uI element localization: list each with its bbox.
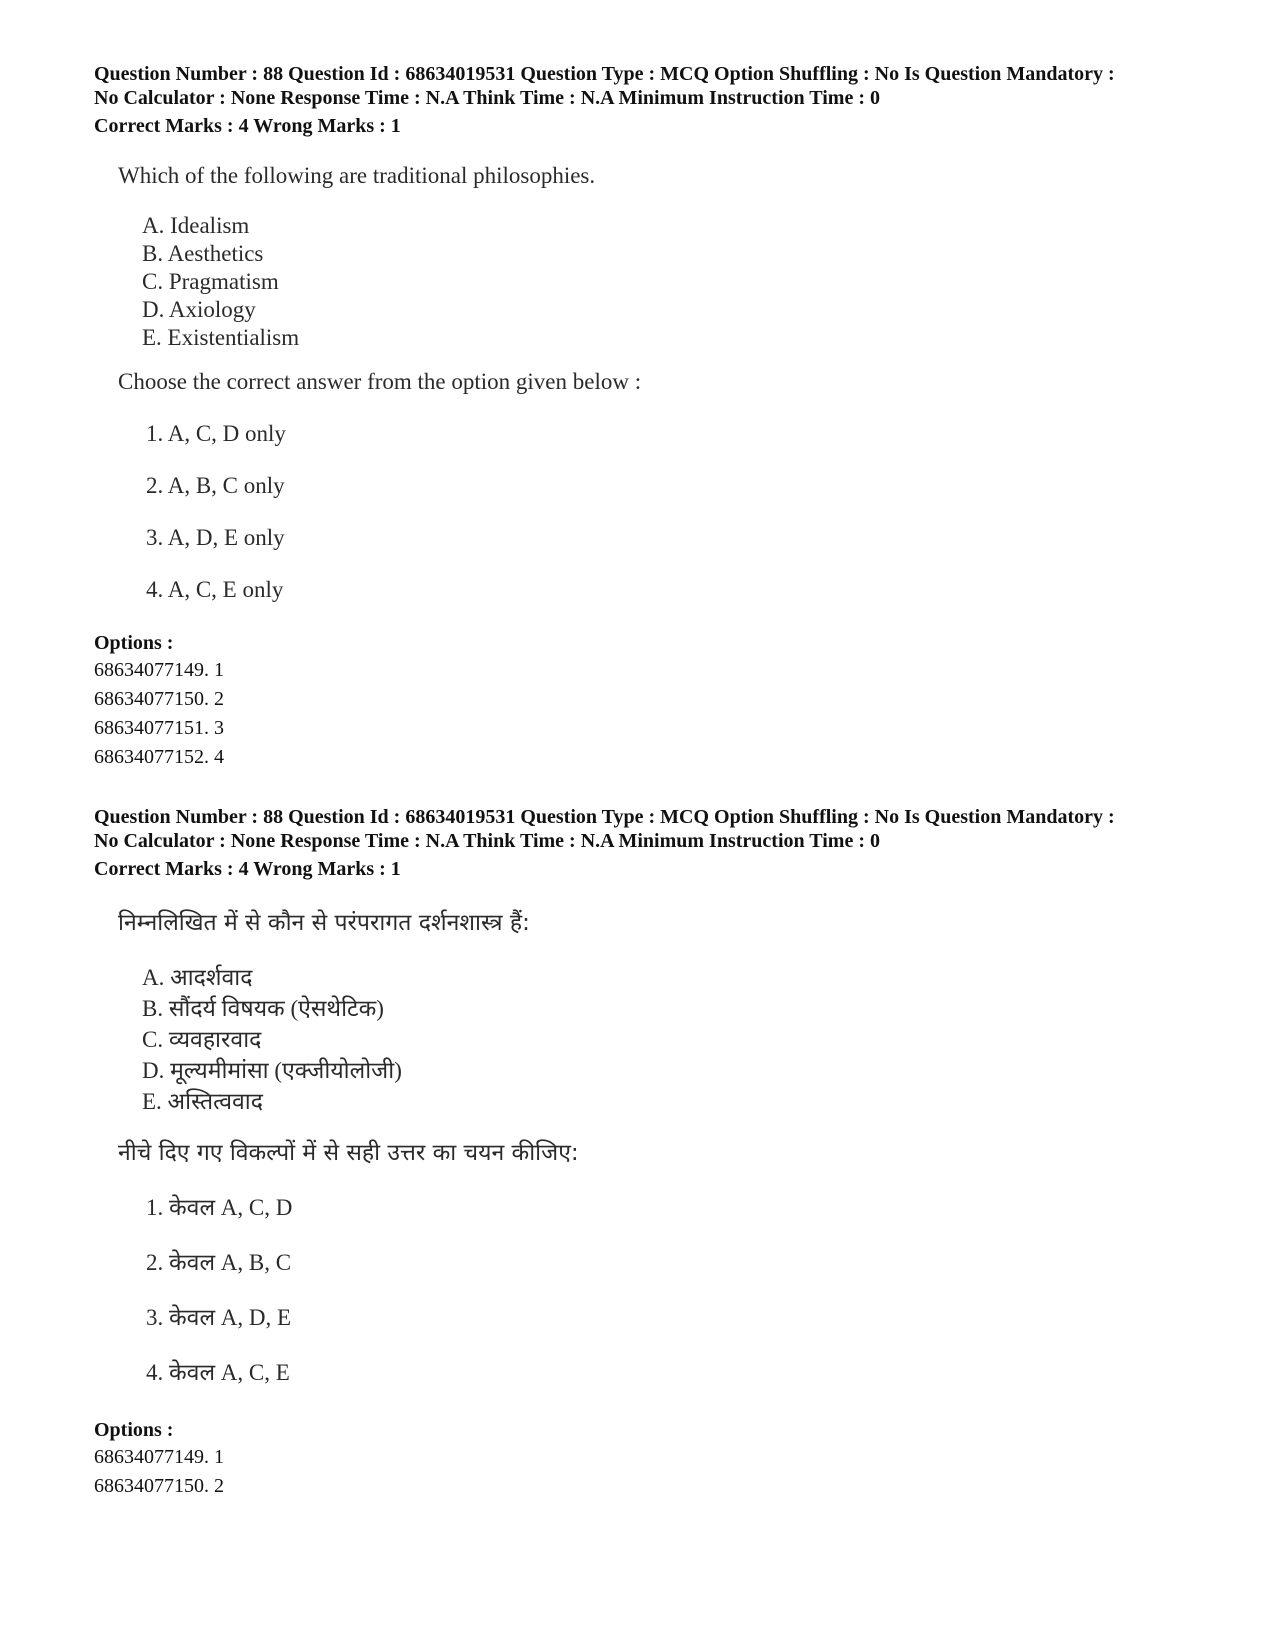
q1-option: 68634077150. 2: [94, 688, 224, 710]
q2-statement: D. मूल्यमीमांसा (एक्जीयोलोजी): [142, 1058, 402, 1083]
q1-stem: Which of the following are traditional philosophies.: [118, 163, 596, 188]
q2-option: 68634077149. 1: [94, 1446, 224, 1468]
q1-meta-line2: No Calculator : None Response Time : N.A Think Time : N.A Minimum Instruction Time : 0: [94, 87, 880, 109]
q2-options: [94, 1417, 894, 1501]
q1-answer: 2. A, B, C only: [146, 473, 285, 498]
q1-statement: C. Pragmatism: [142, 269, 279, 294]
q1-statements: [118, 212, 299, 352]
q2-statement: B. सौंदर्य विषयक (ऐसथेटिक): [142, 996, 384, 1021]
q1-option: 68634077151. 3: [94, 717, 224, 739]
q1-answers: [118, 420, 286, 604]
q2-choose-prompt: नीचे दिए गए विकल्पों में से सही उत्तर का चयन कीजिए:: [118, 1140, 579, 1166]
q2-answers: [118, 1194, 292, 1387]
q1-statement: A. Idealism: [142, 213, 250, 238]
q1-options-title: Options :: [94, 632, 174, 654]
q1-meta-line1: Question Number : 88 Question Id : 68634019531 Question Type : MCQ Option Shuffling : No Is Question Mandatory :: [94, 63, 1115, 85]
q2-statement: C. व्यवहारवाद: [142, 1027, 262, 1052]
q2-meta-line1: Question Number : 88 Question Id : 68634019531 Question Type : MCQ Option Shuffling : No Is Question Mandatory :: [94, 806, 1115, 828]
q2-answer: 2. केवल A, B, C: [146, 1250, 292, 1275]
q2-answer: 4. केवल A, C, E: [146, 1360, 290, 1385]
q2-stem: निम्नलिखित में से कौन से परंपरागत दर्शनशास्त्र हैं:: [118, 910, 530, 936]
q2-statement: A. आदर्शवाद: [142, 965, 253, 990]
q2-marks: Correct Marks : 4 Wrong Marks : 1: [94, 858, 401, 880]
q2-answer: 3. केवल A, D, E: [146, 1305, 292, 1330]
q1-marks: Correct Marks : 4 Wrong Marks : 1: [94, 115, 401, 137]
q1-answer: 3. A, D, E only: [146, 525, 285, 550]
q2-meta-line2: No Calculator : None Response Time : N.A Think Time : N.A Minimum Instruction Time : 0: [94, 830, 880, 852]
q1-statement: D. Axiology: [142, 297, 256, 322]
q1-statement: B. Aesthetics: [142, 241, 264, 266]
q1-answer: 4. A, C, E only: [146, 577, 284, 602]
q1-answer: 1. A, C, D only: [146, 421, 286, 446]
q1-option: 68634077152. 4: [94, 746, 224, 768]
q2-options-title: Options :: [94, 1419, 174, 1441]
q1-statement: E. Existentialism: [142, 325, 300, 350]
q2-answer: 1. केवल A, C, D: [146, 1195, 293, 1220]
q1-options: [94, 630, 894, 772]
q2-statements: [118, 962, 402, 1117]
q1-option: 68634077149. 1: [94, 659, 224, 681]
q2-statement: E. अस्तित्ववाद: [142, 1089, 263, 1114]
q1-header: [94, 62, 1204, 138]
q1-choose-prompt: Choose the correct answer from the option given below :: [118, 369, 642, 394]
q2-option: 68634077150. 2: [94, 1475, 224, 1497]
q2-header: [94, 805, 1204, 881]
